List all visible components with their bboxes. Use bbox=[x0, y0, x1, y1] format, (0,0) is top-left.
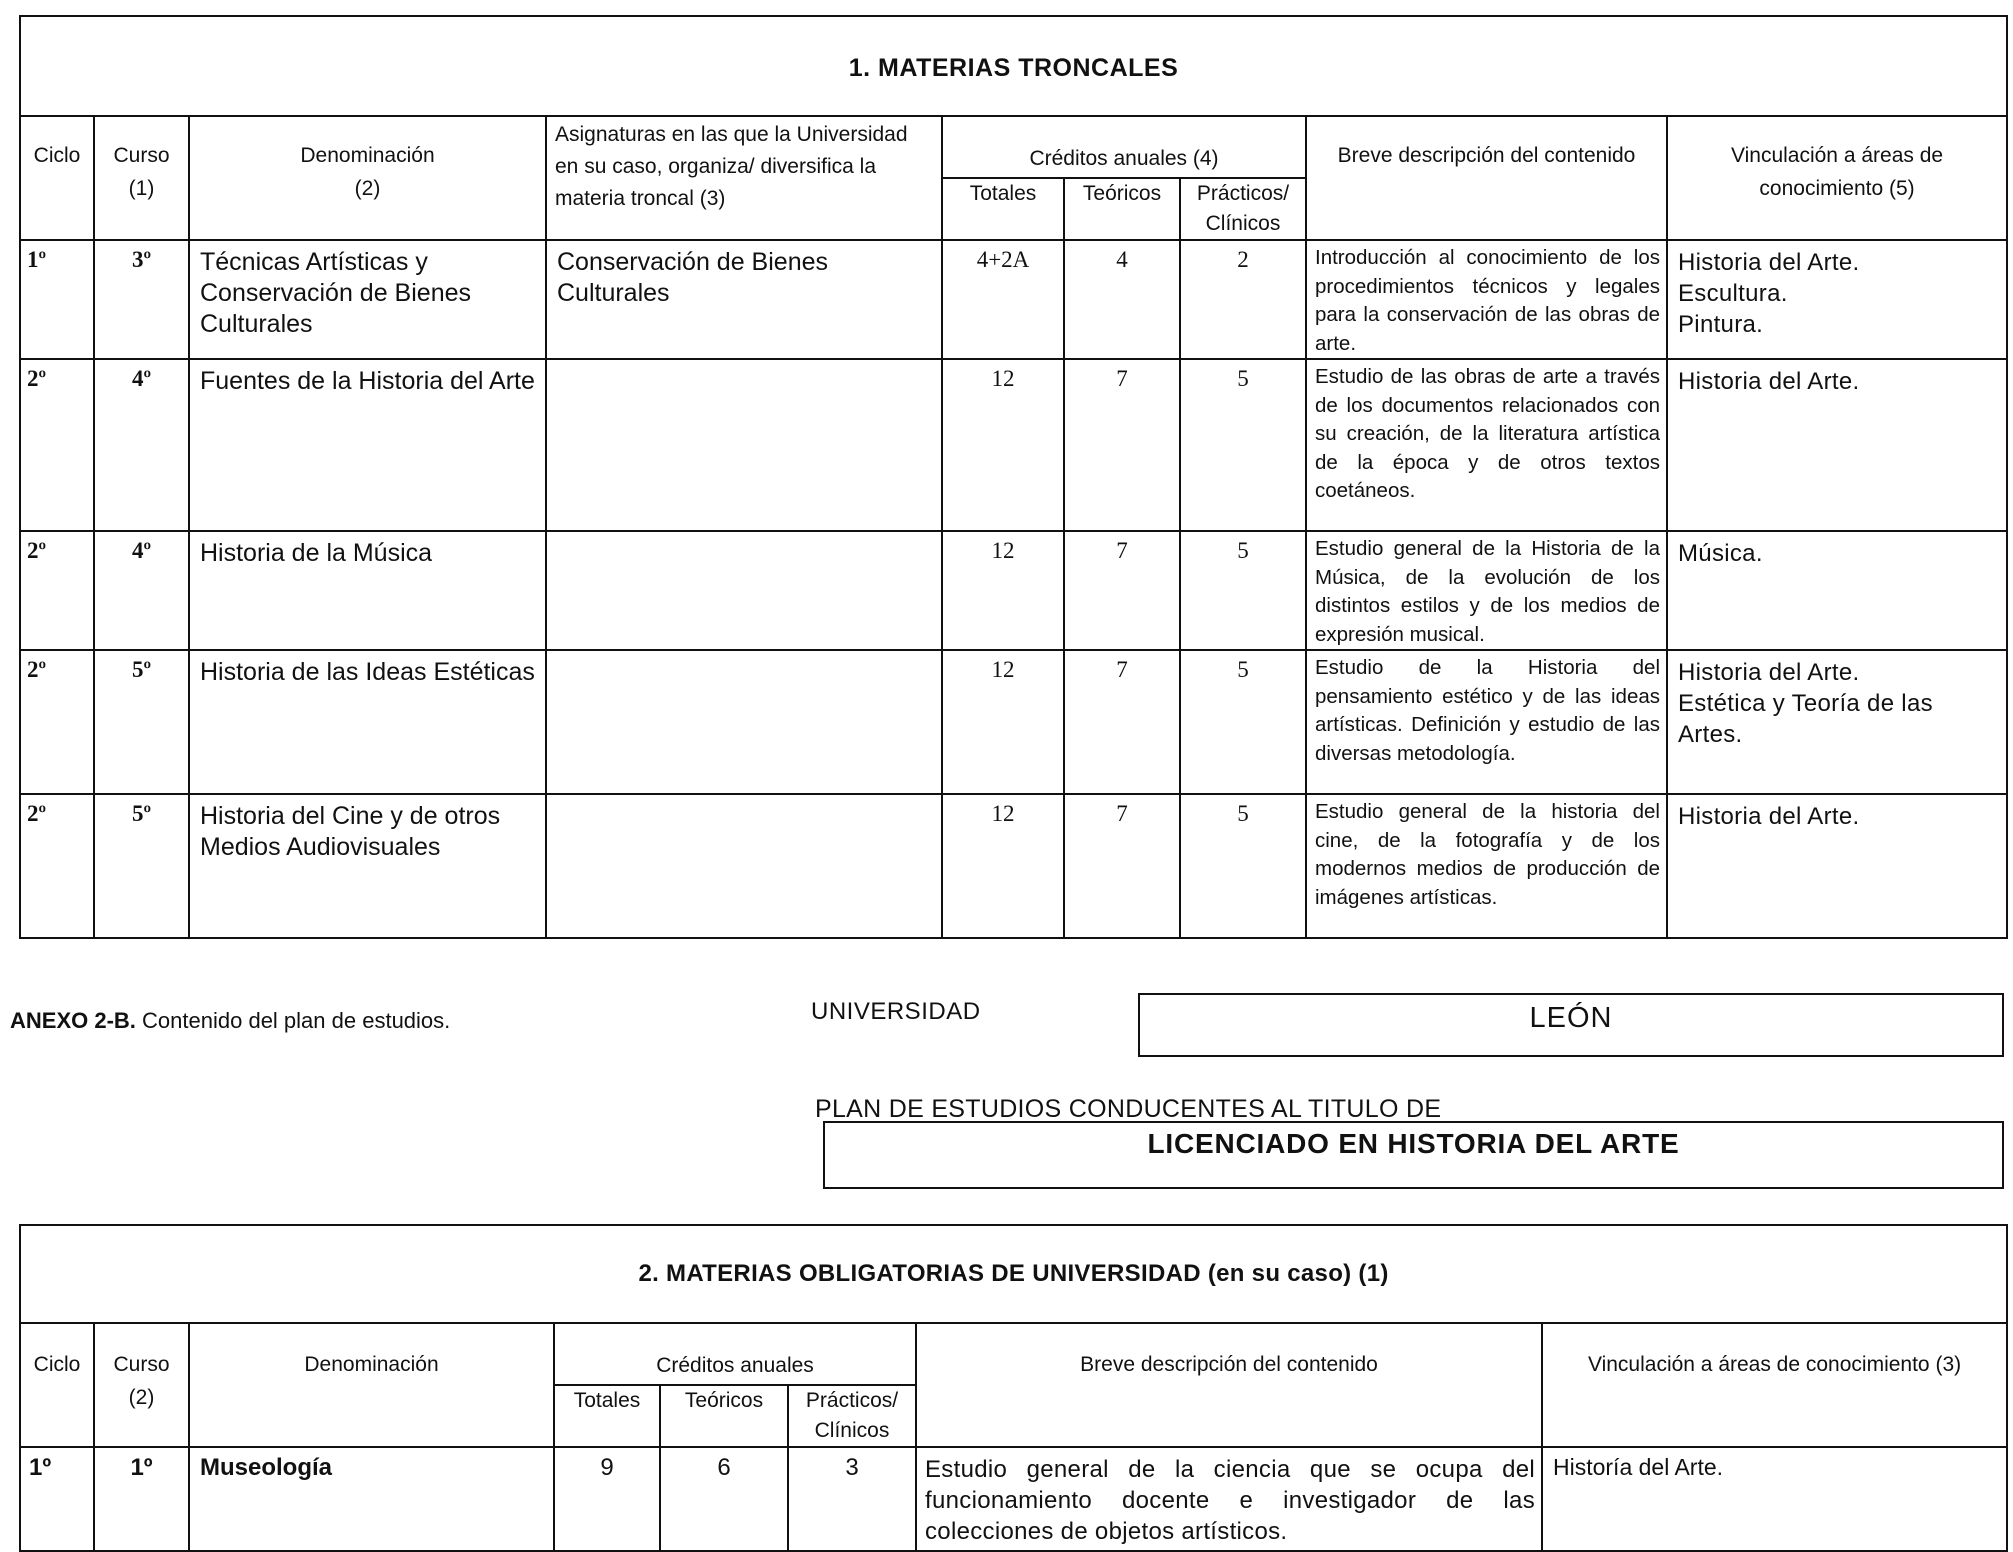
cell-totales: 4+2A bbox=[942, 240, 1064, 359]
cell-ciclo: 1º bbox=[20, 240, 94, 359]
cell-vinculacion bbox=[1667, 359, 2007, 531]
header-curso-note: (2) bbox=[128, 1386, 155, 1409]
cell-descripcion: Introducción al conocimiento de los procedimientos técnicos y legales para la conservación de las obras de arte. bbox=[1306, 240, 1667, 359]
header-curso bbox=[94, 116, 189, 240]
titulo-value: LICENCIADO EN HISTORIA DEL ARTE bbox=[823, 1121, 2004, 1189]
vinculacion-item: Pintura. bbox=[1678, 311, 1764, 338]
cell-practicos: 3 bbox=[788, 1447, 916, 1551]
header-teoricos: Teóricos bbox=[660, 1385, 788, 1447]
cell-denominacion: Técnicas Artísticas y Conservación de Bienes Culturales bbox=[189, 240, 546, 359]
table-row bbox=[20, 240, 2007, 359]
cell-descripcion: Estudio general de la ciencia que se ocupa del funcionamiento docente e investigador de las colecciones de objetos artísticos. bbox=[916, 1447, 1542, 1551]
cell-denominacion: Museología bbox=[189, 1447, 554, 1551]
header-vinculacion: Vinculación a áreas de conocimiento (5) bbox=[1667, 116, 2007, 240]
cell-curso: 5º bbox=[94, 650, 189, 794]
cell-practicos: 2 bbox=[1180, 240, 1306, 359]
cell-descripcion: Estudio general de la Historia de la Música, de la evolución de los distintos estilos y de los medios de expresión musical. bbox=[1306, 531, 1667, 650]
cell-curso: 5º bbox=[94, 794, 189, 938]
cell-descripcion: Estudio de la Historia del pensamiento estético y de las ideas artísticas. Definición y estudio de las diversas metodología. bbox=[1306, 650, 1667, 794]
table-row bbox=[20, 531, 2007, 650]
section-title: 2. MATERIAS OBLIGATORIAS DE UNIVERSIDAD (en su caso) (1) bbox=[20, 1225, 2007, 1323]
cell-denominacion: Historia de las Ideas Estéticas bbox=[189, 650, 546, 794]
cell-totales: 12 bbox=[942, 650, 1064, 794]
cell-practicos: 5 bbox=[1180, 531, 1306, 650]
vinculacion-item: Historia del Arte. bbox=[1678, 803, 1860, 830]
cell-ciclo: 2º bbox=[20, 650, 94, 794]
cell-ciclo: 2º bbox=[20, 359, 94, 531]
cell-asignaturas: Conservación de Bienes Culturales bbox=[546, 240, 942, 359]
table-row bbox=[20, 794, 2007, 938]
header-totales: Totales bbox=[942, 178, 1064, 240]
cell-ciclo: 2º bbox=[20, 531, 94, 650]
header-descripcion: Breve descripción del contenido bbox=[916, 1323, 1542, 1447]
cell-asignaturas bbox=[546, 794, 942, 938]
table-row bbox=[20, 1447, 2007, 1551]
vinculacion-item: Historia del Arte. bbox=[1678, 368, 1860, 395]
vinculacion-item: Estética y Teoría de las Artes. bbox=[1678, 690, 1933, 748]
cell-totales: 9 bbox=[554, 1447, 660, 1551]
header-teoricos: Teóricos bbox=[1064, 178, 1180, 240]
cell-curso: 1º bbox=[94, 1447, 189, 1551]
cell-teoricos: 7 bbox=[1064, 650, 1180, 794]
cell-vinculacion bbox=[1667, 531, 2007, 650]
header-practicos: Prácticos/ Clínicos bbox=[1180, 178, 1306, 240]
table-row bbox=[20, 359, 2007, 531]
cell-descripcion: Estudio general de la historia del cine, de la fotografía y de los modernos medios de producción de imágenes artísticas. bbox=[1306, 794, 1667, 938]
cell-denominacion: Historia de la Música bbox=[189, 531, 546, 650]
cell-vinculacion bbox=[1667, 794, 2007, 938]
cell-vinculacion: Historía del Arte. bbox=[1542, 1447, 2007, 1551]
cell-curso: 4º bbox=[94, 531, 189, 650]
table-materias-troncales bbox=[19, 15, 2008, 939]
cell-vinculacion bbox=[1667, 240, 2007, 359]
annex-label-bold: ANEXO 2-B. bbox=[10, 1008, 136, 1033]
cell-asignaturas bbox=[546, 650, 942, 794]
cell-vinculacion bbox=[1667, 650, 2007, 794]
header-creditos: Créditos anuales bbox=[554, 1323, 916, 1385]
cell-practicos: 5 bbox=[1180, 359, 1306, 531]
header-practicos: Prácticos/ Clínicos bbox=[788, 1385, 916, 1447]
header-vinculacion: Vinculación a áreas de conocimiento (3) bbox=[1542, 1323, 2007, 1447]
header-denominacion: Denominación bbox=[189, 1323, 554, 1447]
header-ciclo: Ciclo bbox=[20, 116, 94, 240]
cell-ciclo: 2º bbox=[20, 794, 94, 938]
header-denominacion bbox=[189, 116, 546, 240]
cell-curso: 4º bbox=[94, 359, 189, 531]
header-curso bbox=[94, 1323, 189, 1447]
header-denominacion-note: (2) bbox=[354, 177, 381, 200]
cell-teoricos: 6 bbox=[660, 1447, 788, 1551]
cell-practicos: 5 bbox=[1180, 650, 1306, 794]
header-ciclo: Ciclo bbox=[20, 1323, 94, 1447]
header-curso-note: (1) bbox=[128, 177, 155, 200]
cell-asignaturas bbox=[546, 531, 942, 650]
cell-curso: 3º bbox=[94, 240, 189, 359]
cell-descripcion: Estudio de las obras de arte a través de los documentos relacionados con su creación, de la literatura artística de la época y de otros textos coetáneos. bbox=[1306, 359, 1667, 531]
section-title: 1. MATERIAS TRONCALES bbox=[20, 16, 2007, 116]
vinculacion-item: Historia del Arte. bbox=[1678, 659, 1860, 686]
header-curso-label: Curso bbox=[113, 144, 170, 167]
cell-ciclo: 1º bbox=[20, 1447, 94, 1551]
cell-teoricos: 7 bbox=[1064, 359, 1180, 531]
vinculacion-item: Historia del Arte. bbox=[1678, 249, 1860, 276]
cell-teoricos: 4 bbox=[1064, 240, 1180, 359]
header-creditos: Créditos anuales (4) bbox=[942, 116, 1306, 178]
header-descripcion: Breve descripción del contenido bbox=[1306, 116, 1667, 240]
vinculacion-item: Escultura. bbox=[1678, 280, 1788, 307]
table-materias-obligatorias bbox=[19, 1224, 2008, 1552]
cell-denominacion: Fuentes de la Historia del Arte bbox=[189, 359, 546, 531]
cell-totales: 12 bbox=[942, 359, 1064, 531]
cell-denominacion: Historia del Cine y de otros Medios Audiovisuales bbox=[189, 794, 546, 938]
annex-label bbox=[10, 1008, 450, 1034]
cell-teoricos: 7 bbox=[1064, 794, 1180, 938]
annex-label-text: Contenido del plan de estudios. bbox=[142, 1008, 451, 1033]
header-asignaturas: Asignaturas en las que la Universidad en su caso, organiza/ diversifica la materia troncal (3) bbox=[546, 116, 942, 240]
cell-teoricos: 7 bbox=[1064, 531, 1180, 650]
cell-totales: 12 bbox=[942, 531, 1064, 650]
universidad-value: LEÓN bbox=[1138, 993, 2004, 1057]
table-row bbox=[20, 650, 2007, 794]
universidad-label: UNIVERSIDAD bbox=[811, 998, 981, 1025]
header-curso-label: Curso bbox=[113, 1353, 170, 1376]
header-denominacion-label: Denominación bbox=[300, 144, 435, 167]
cell-asignaturas bbox=[546, 359, 942, 531]
plan-label: PLAN DE ESTUDIOS CONDUCENTES AL TITULO DE bbox=[815, 1095, 1442, 1123]
cell-totales: 12 bbox=[942, 794, 1064, 938]
cell-practicos: 5 bbox=[1180, 794, 1306, 938]
header-totales: Totales bbox=[554, 1385, 660, 1447]
vinculacion-item: Música. bbox=[1678, 540, 1763, 567]
